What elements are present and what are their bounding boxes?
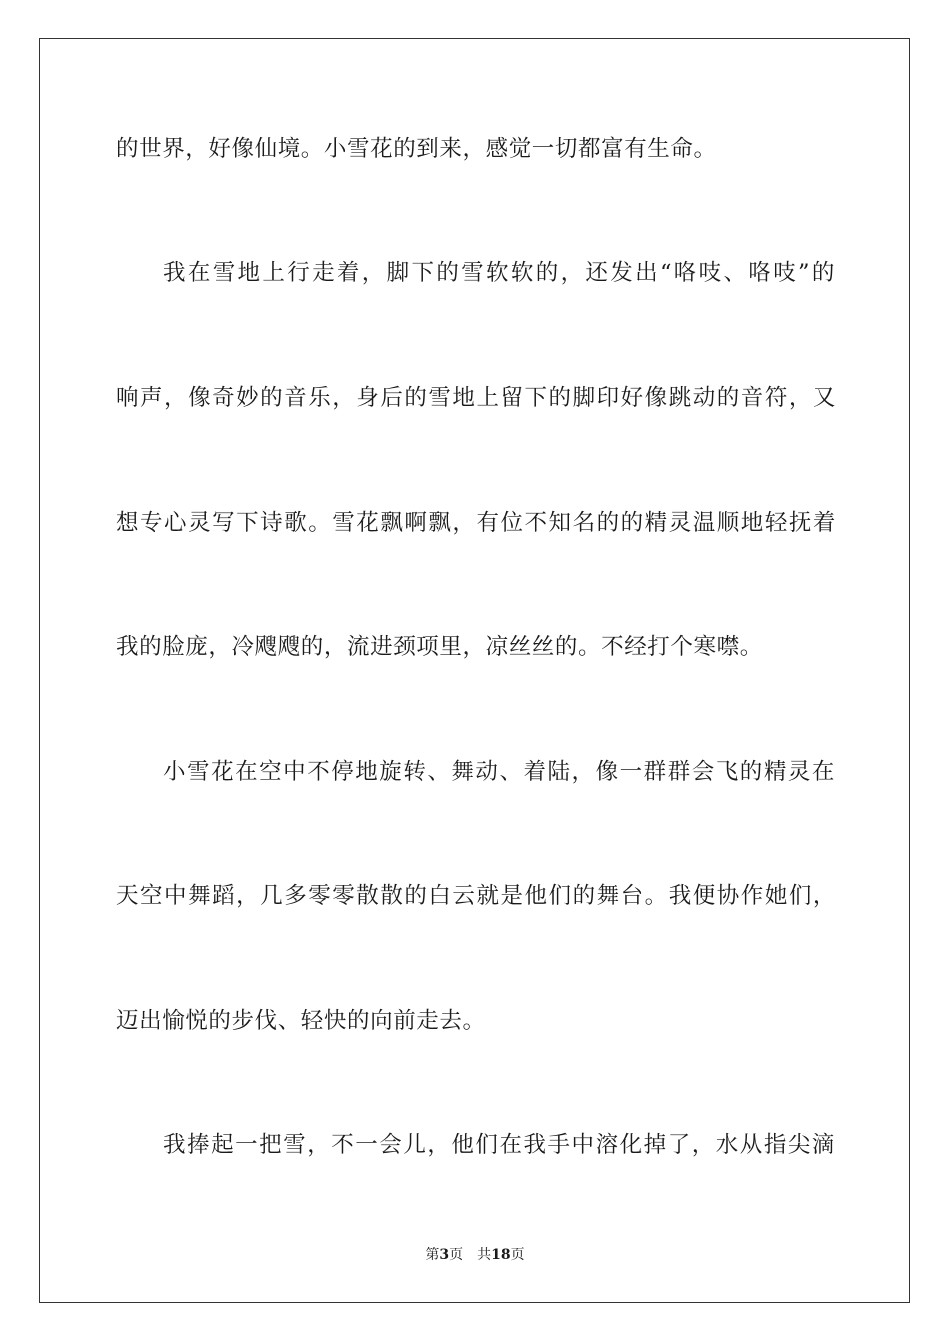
paragraph-start-line-9: 我捧起一把雪，不一会儿，他们在我手中溶化掉了，水从指尖滴 (163, 1132, 835, 1158)
page-number: 3 (439, 1247, 450, 1263)
text-line-4: 想专心灵写下诗歌。雪花飘啊飘，有位不知名的的精灵温顺地轻抚着 (116, 510, 836, 536)
page-footer (0, 1246, 950, 1264)
total-suffix: 页 (510, 1247, 525, 1263)
text-line-5: 我的脸庞，冷飕飕的，流进颈项里，凉丝丝的。不经打个寒噤。 (116, 634, 763, 660)
paragraph-start-line-2: 我在雪地上行走着，脚下的雪软软的，还发出“咯吱、咯吱”的 (163, 260, 835, 286)
text-line-7: 天空中舞蹈，几多零零散散的白云就是他们的舞台。我便协作她们， (116, 883, 836, 909)
page-suffix: 页 (449, 1247, 464, 1263)
page-prefix: 第 (425, 1247, 440, 1263)
text-line-3: 响声，像奇妙的音乐，身后的雪地上留下的脚印好像跳动的音符，又 (116, 385, 836, 411)
text-line-8: 迈出愉悦的步伐、轻快的向前走去。 (116, 1008, 486, 1034)
page-border (39, 38, 910, 1303)
total-prefix: 共 (477, 1247, 492, 1263)
paragraph-start-line-6: 小雪花在空中不停地旋转、舞动、着陆，像一群群会飞的精灵在 (163, 759, 835, 785)
total-pages: 18 (491, 1247, 511, 1263)
text-line-1: 的世界，好像仙境。小雪花的到来，感觉一切都富有生命。 (116, 136, 717, 162)
